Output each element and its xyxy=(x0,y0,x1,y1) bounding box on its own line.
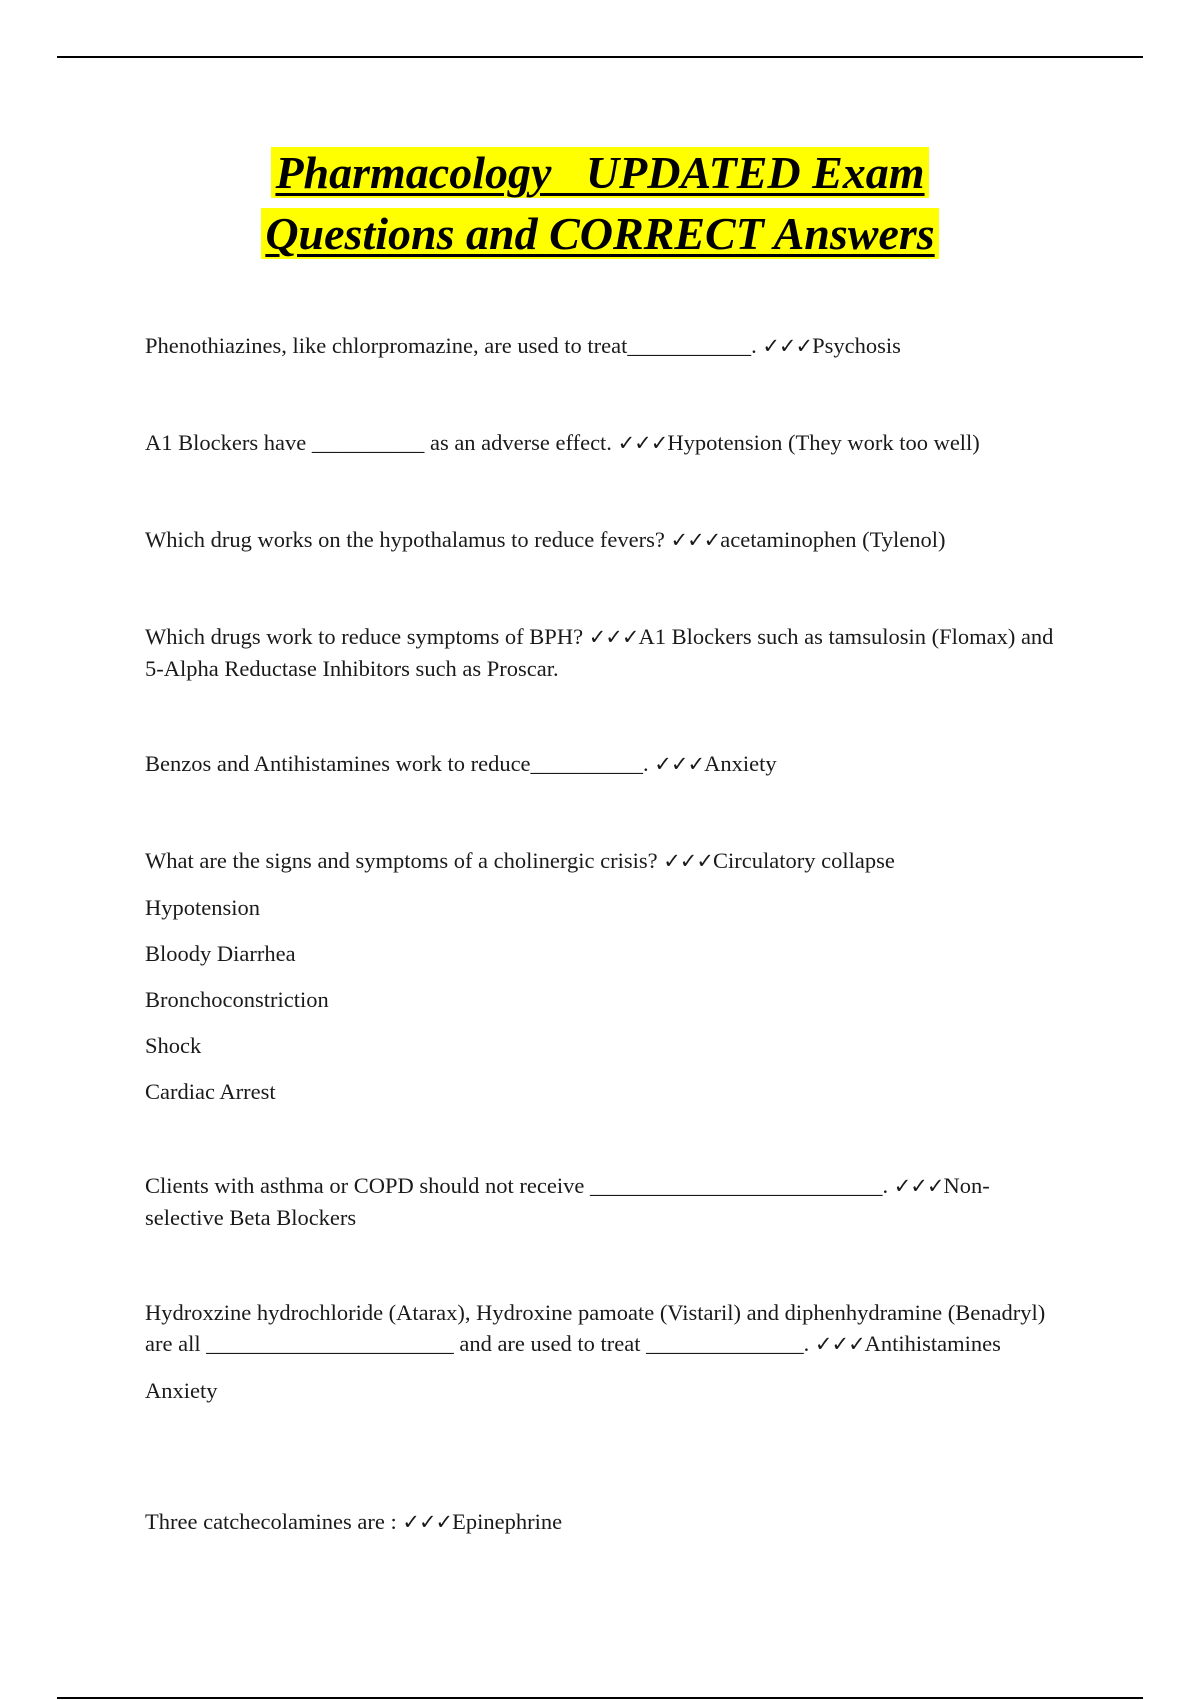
check-marks-icon: ✓✓✓ xyxy=(814,1332,865,1356)
qa-item xyxy=(145,1506,1065,1538)
document-title xyxy=(0,142,1200,264)
answer-text: A1 Blockers such as tamsulosin (Flomax) and 5-Alpha Reductase Inhibitors such as Proscar. xyxy=(145,624,1054,681)
answer-extra-line: Hypotension xyxy=(145,895,260,920)
check-marks-icon: ✓✓✓ xyxy=(654,752,705,776)
check-marks-icon: ✓✓✓ xyxy=(762,334,813,358)
answer-text: acetaminophen (Tylenol) xyxy=(720,527,946,552)
check-marks-icon: ✓✓✓ xyxy=(893,1174,944,1198)
answer-text: Hypotension (They work too well) xyxy=(667,430,980,455)
check-marks-icon: ✓✓✓ xyxy=(588,625,639,649)
question-text: Which drug works on the hypothalamus to reduce fevers? xyxy=(145,527,671,552)
answer-text: Anxiety xyxy=(704,751,777,776)
qa-item xyxy=(145,330,1065,362)
answer-extra-line: Cardiac Arrest xyxy=(145,1079,276,1104)
answer-extra-line: Bloody Diarrhea xyxy=(145,941,296,966)
answer-text: Antihistamines xyxy=(864,1331,1001,1356)
question-text: Which drugs work to reduce symptoms of BPH? xyxy=(145,624,589,649)
question-text: What are the signs and symptoms of a cholinergic crisis? xyxy=(145,848,664,873)
qa-item xyxy=(145,1170,1065,1233)
answer-text: Non-selective Beta Blockers xyxy=(145,1173,990,1230)
qa-item xyxy=(145,427,1065,459)
answer-extra-line: Shock xyxy=(145,1033,202,1058)
question-text: Three catchecolamines are : xyxy=(145,1509,403,1534)
answer-text: Psychosis xyxy=(812,333,901,358)
check-marks-icon: ✓✓✓ xyxy=(617,431,668,455)
title-line-1: Pharmacology UPDATED Exam xyxy=(271,147,928,198)
check-marks-icon: ✓✓✓ xyxy=(670,528,721,552)
qa-item xyxy=(145,1297,1065,1406)
question-text: Clients with asthma or COPD should not receive __________________________. xyxy=(145,1173,894,1198)
question-text: Benzos and Antihistamines work to reduce__________. xyxy=(145,751,655,776)
check-marks-icon: ✓✓✓ xyxy=(663,849,713,873)
question-text: Hydroxzine hydrochloride (Atarax), Hydroxine pamoate (Vistaril) and diphenhydramine (Benadryl) are all ______________________ and are used to treat ______________. xyxy=(145,1300,1046,1356)
title-line-2: Questions and CORRECT Answers xyxy=(261,208,938,259)
qa-item xyxy=(145,524,1065,556)
answer-extra-line: Bronchoconstriction xyxy=(145,987,329,1012)
answer-text: Epinephrine xyxy=(452,1509,563,1534)
question-text: Phenothiazines, like chlorpromazine, are used to treat___________. xyxy=(145,333,763,358)
qa-item xyxy=(145,748,1065,780)
bottom-rule xyxy=(57,1697,1143,1699)
top-rule xyxy=(57,56,1143,58)
check-marks-icon: ✓✓✓ xyxy=(402,1510,453,1534)
answer-text: Circulatory collapse xyxy=(713,848,895,873)
answer-extra-line: Anxiety xyxy=(145,1378,218,1403)
qa-item xyxy=(145,845,1065,1107)
qa-item xyxy=(145,621,1065,684)
question-text: A1 Blockers have __________ as an adverse effect. xyxy=(145,430,618,455)
